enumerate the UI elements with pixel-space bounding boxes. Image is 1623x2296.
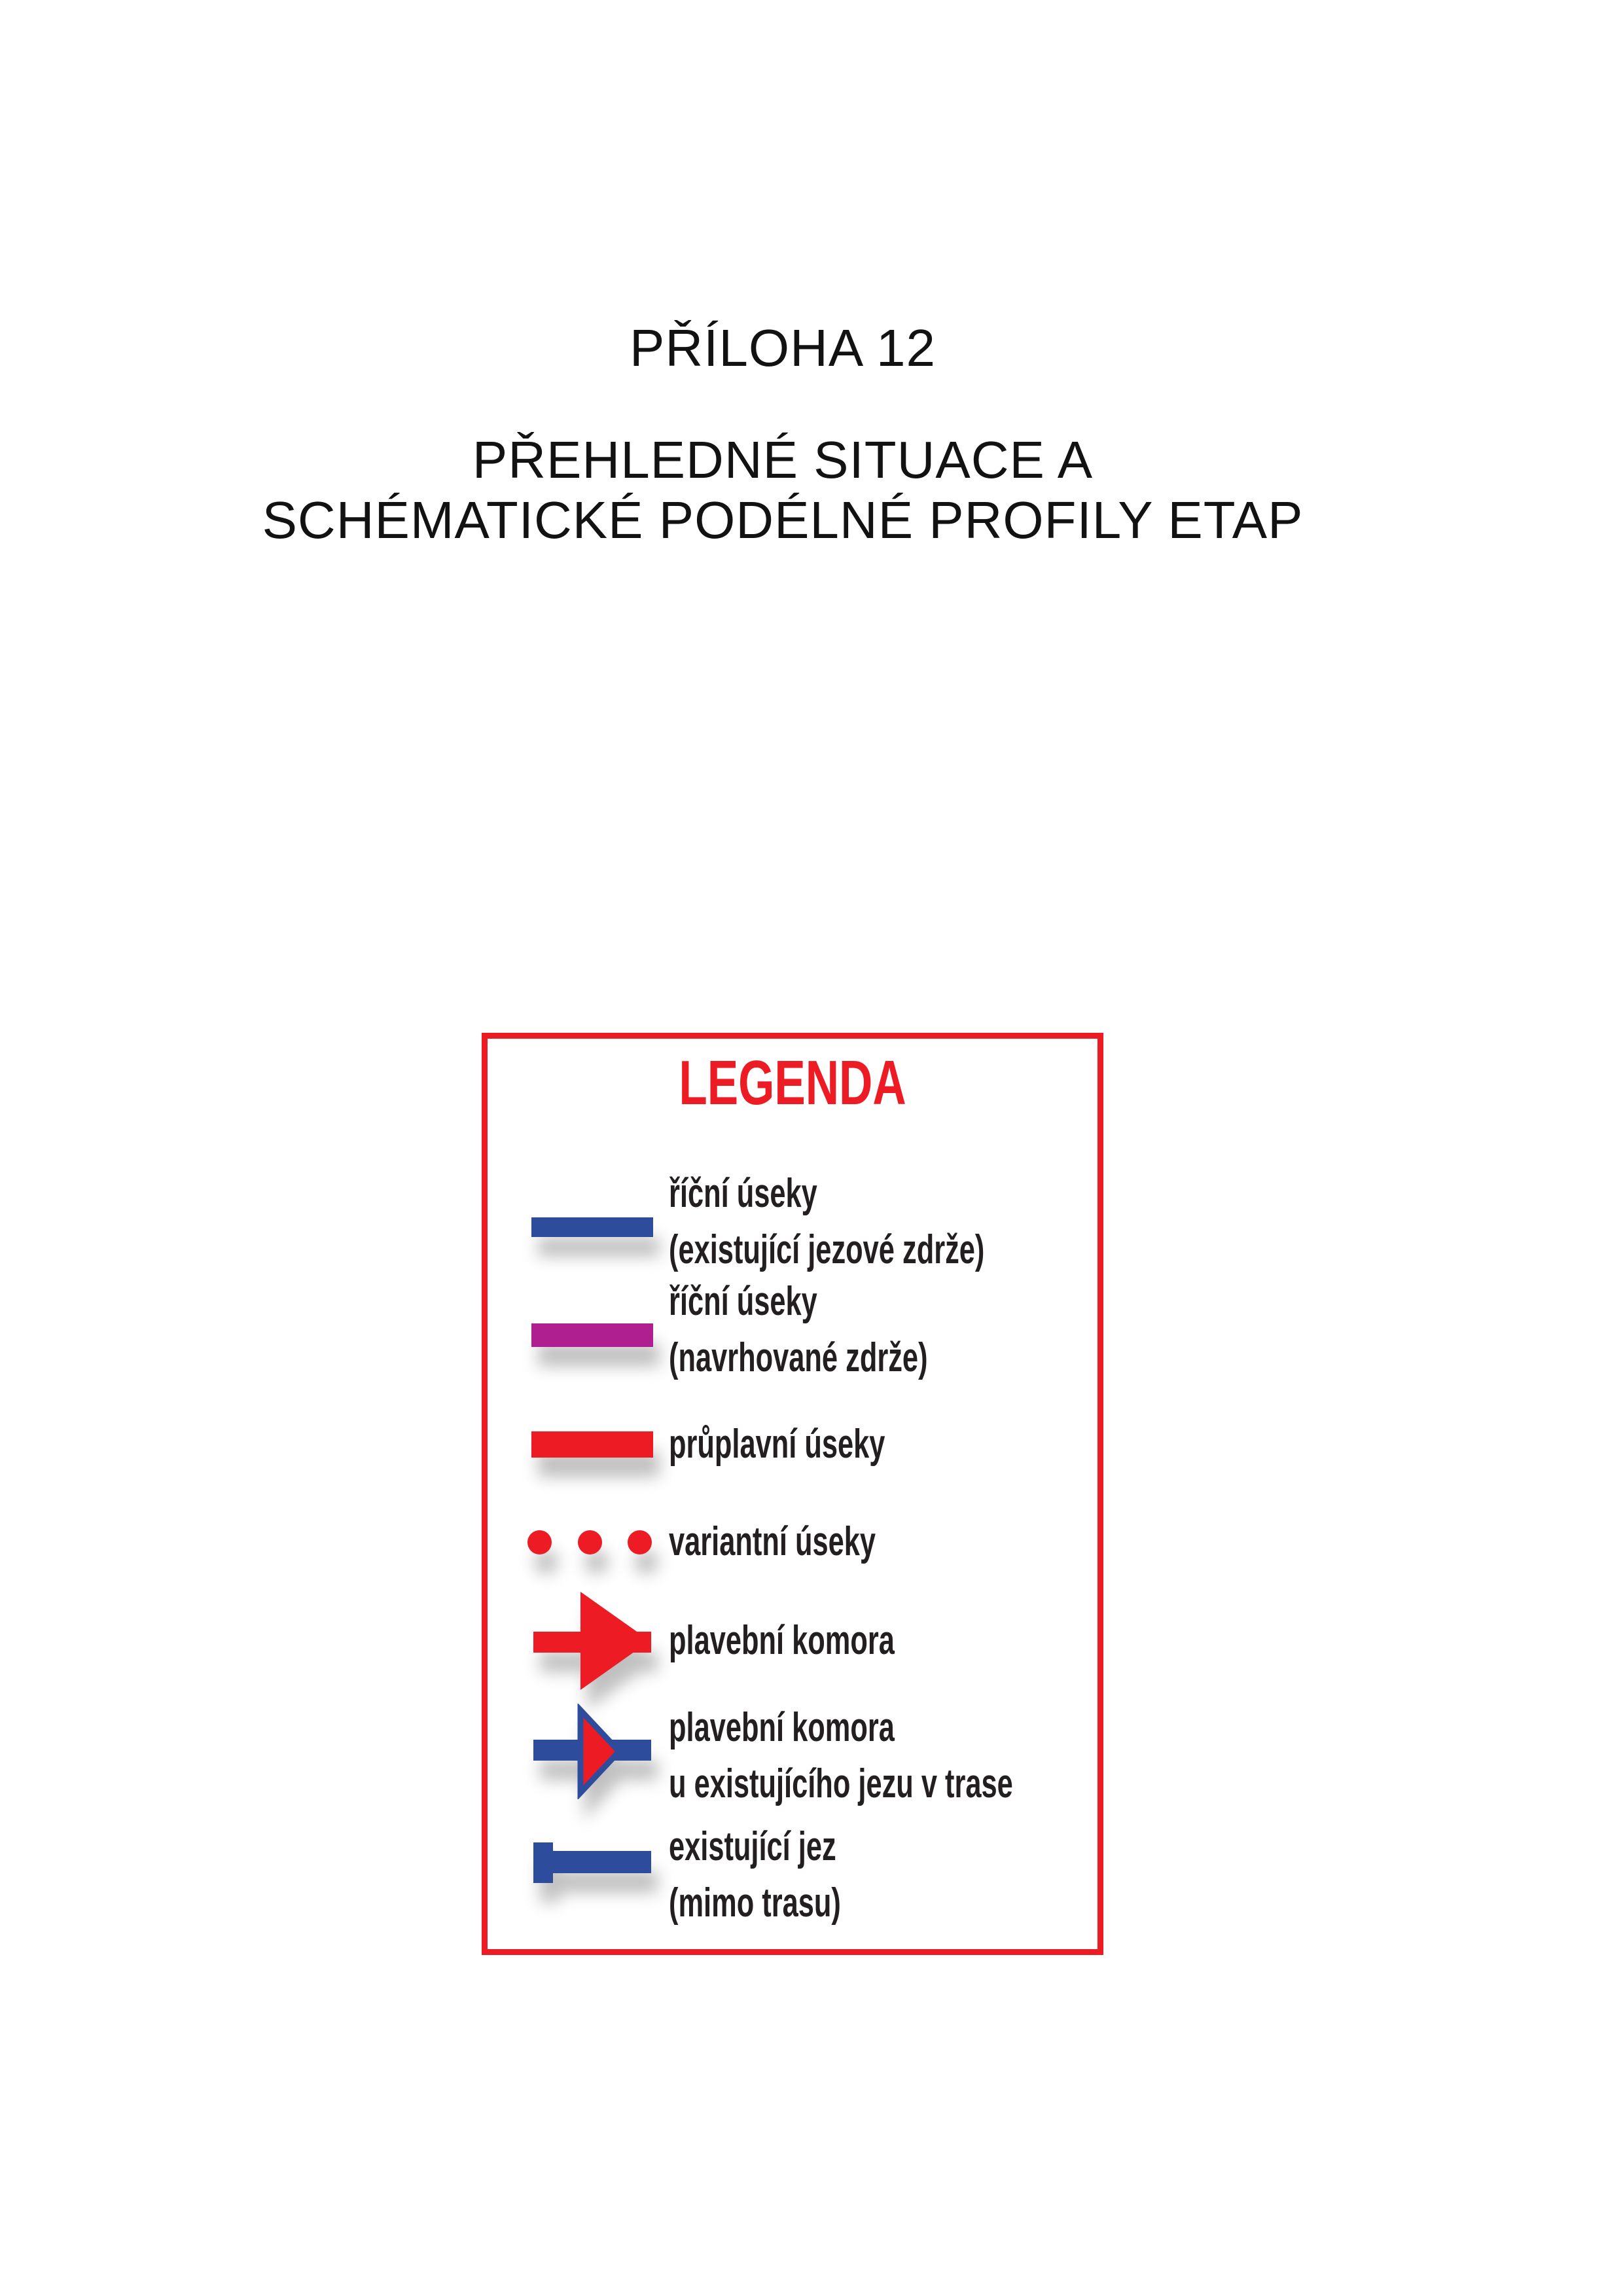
legend-item-label: [669, 1613, 895, 1669]
legend-item-line: (navrhované zdrže): [669, 1335, 928, 1380]
legend-item-line: říční úseky: [669, 1279, 817, 1324]
outlined-red-triangle: [577, 1704, 624, 1799]
blue-vertical-bar: [533, 1842, 553, 1883]
legend-item-label: [669, 1819, 841, 1931]
canal-bar-icon: [531, 1431, 653, 1458]
legend-item-line: plavební komora: [669, 1618, 895, 1663]
legend-item-label: [669, 1166, 984, 1278]
magenta-bar: [531, 1323, 653, 1347]
page-subtitle-line1: PŘEHLEDNÉ SITUACE A: [472, 431, 1094, 489]
variant-dots-icon: [488, 1530, 658, 1554]
lock-arrow-icon: [533, 1592, 651, 1690]
river-existing-bar-icon: [531, 1217, 653, 1237]
legend-item-line: variantní úseky: [669, 1519, 876, 1564]
legend-item-line: existující jez: [669, 1824, 836, 1869]
red-dot: [578, 1530, 602, 1554]
red-dot: [628, 1530, 652, 1554]
legend-box: [482, 1033, 1103, 1955]
existing-weir-icon: [533, 1842, 651, 1883]
legend-item-label: [669, 1416, 885, 1473]
river-proposed-bar-icon: [531, 1323, 653, 1347]
legend-item-line: plavební komora: [669, 1705, 895, 1750]
red-dot: [527, 1530, 552, 1554]
red-triangle: [580, 1592, 650, 1690]
legend-title: LEGENDA: [679, 1048, 906, 1118]
legend-item-line: průplavní úseky: [669, 1422, 885, 1467]
legend-item-line: říční úseky: [669, 1171, 817, 1216]
legend-item-label: [669, 1514, 876, 1570]
legend-item-label: [669, 1274, 928, 1386]
blue-horizontal-bar: [553, 1851, 651, 1873]
legend-item-line: u existujícího jezu v trase: [669, 1761, 1013, 1806]
page-subtitle: [0, 430, 1565, 550]
blue-bar: [531, 1217, 653, 1237]
red-bar: [531, 1431, 653, 1458]
legend-item-line: (mimo trasu): [669, 1880, 841, 1926]
legend-item-label: [669, 1700, 1013, 1812]
legend-item-line: (existující jezové zdrže): [669, 1227, 985, 1272]
page-subtitle-line2: SCHÉMATICKÉ PODÉLNÉ PROFILY ETAP: [262, 491, 1304, 549]
lock-at-weir-icon: [533, 1704, 651, 1799]
page-title: PŘÍLOHA 12: [629, 319, 936, 377]
